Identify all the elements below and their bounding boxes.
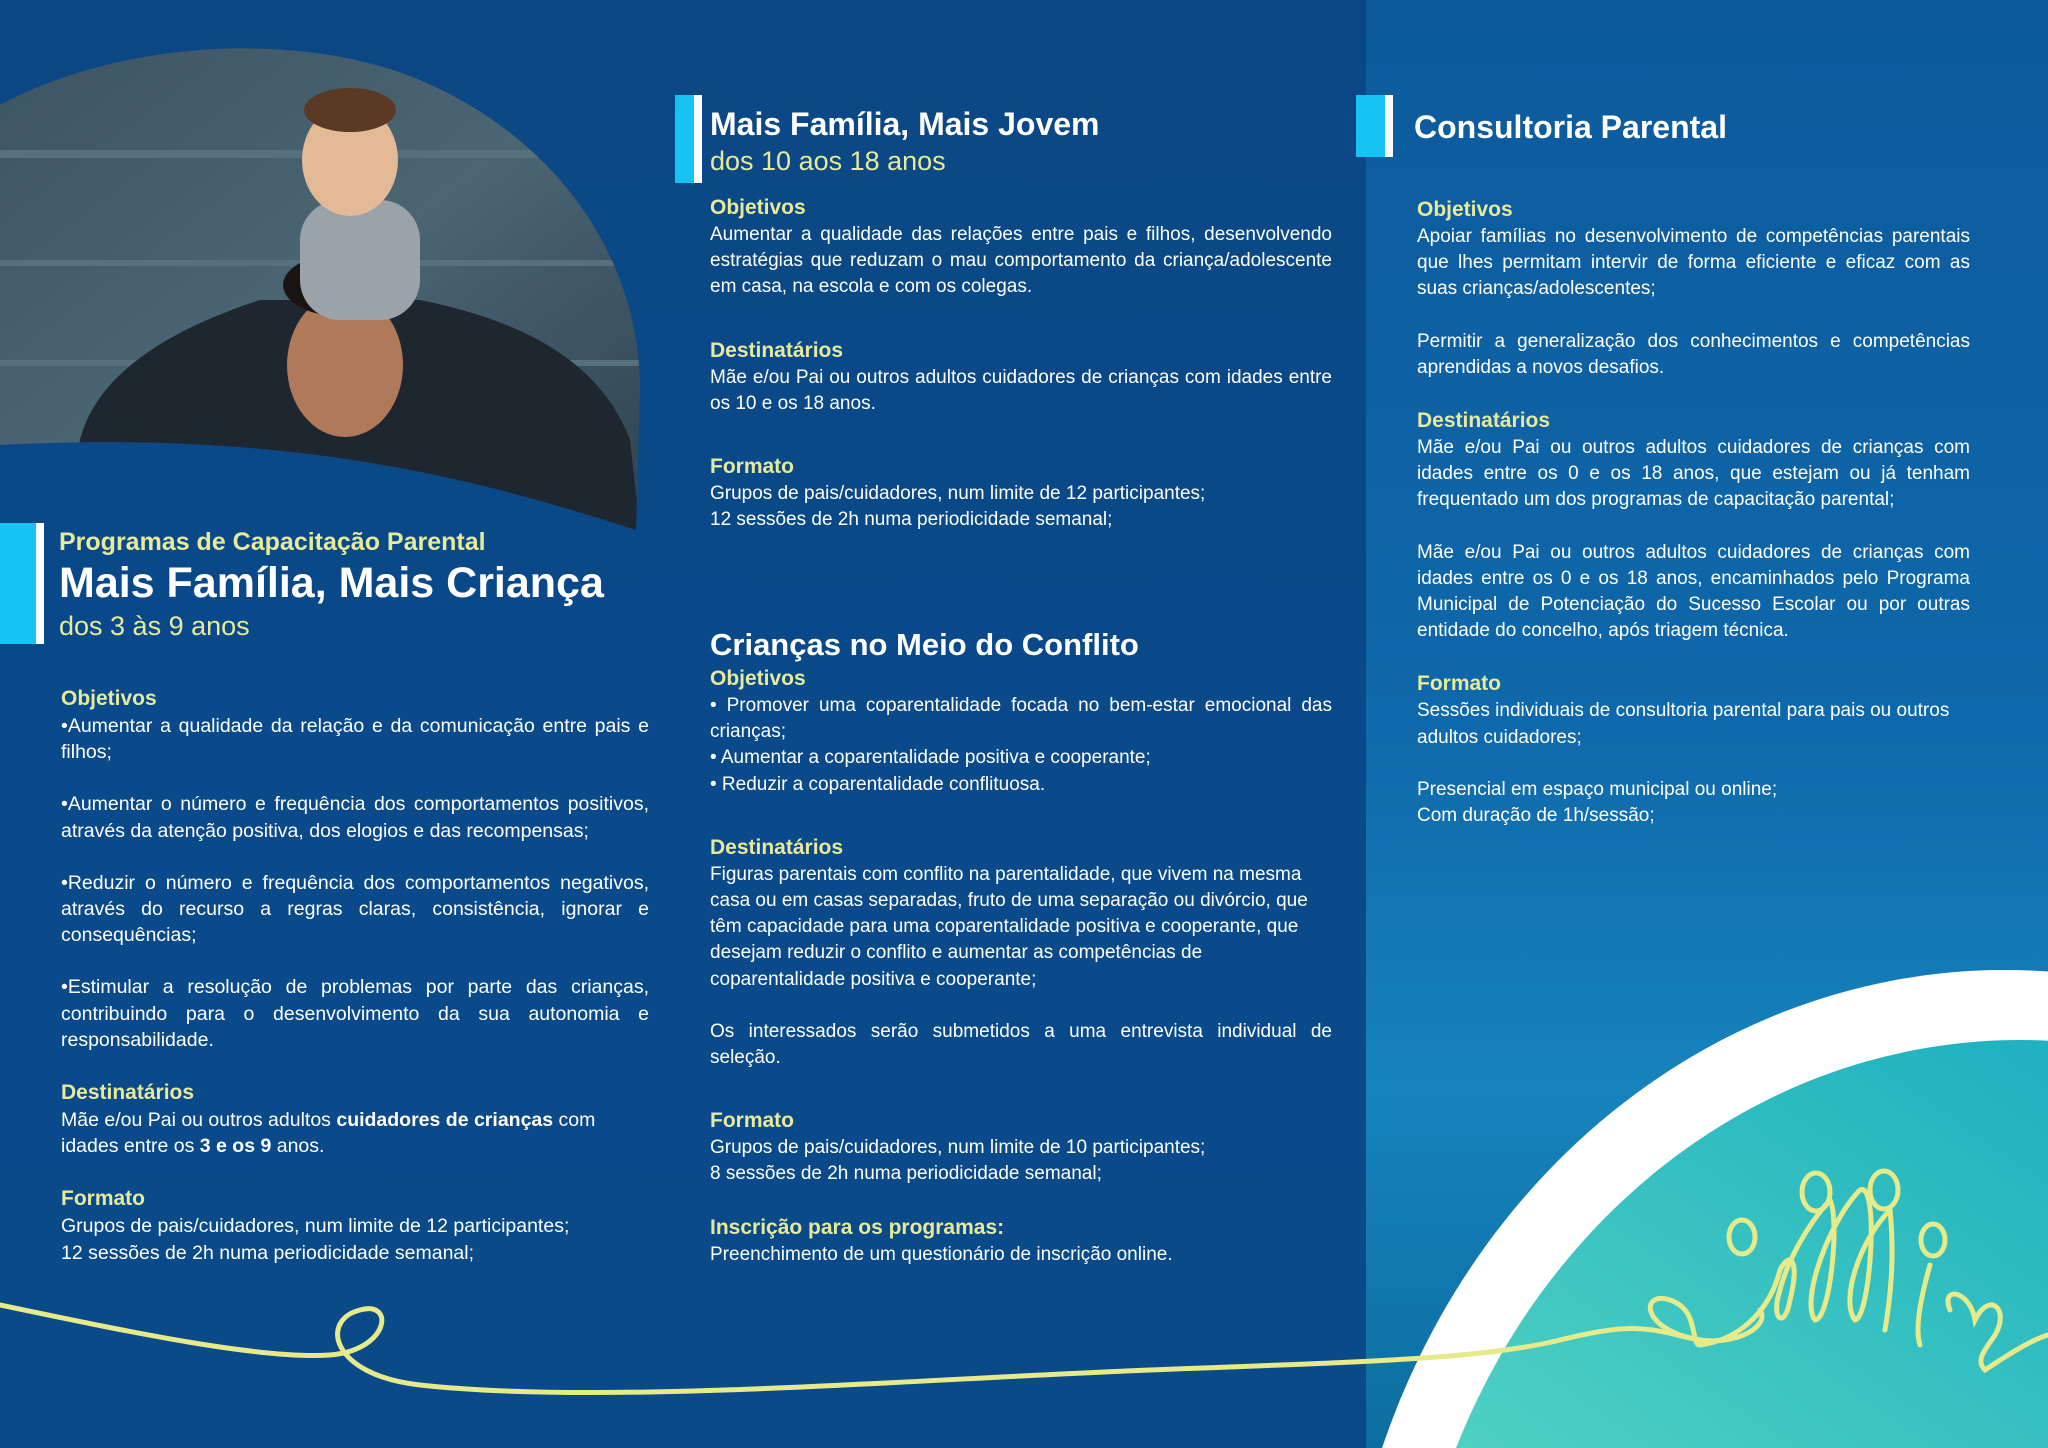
section-destinatarios <box>1414 407 1970 644</box>
text: anos. <box>271 1135 325 1158</box>
program-age-range: dos 10 aos 18 anos <box>710 146 946 176</box>
section-formato <box>710 1107 1332 1187</box>
section-heading: Objetivos <box>710 196 806 219</box>
program-title: Mais Família, Mais Criança <box>59 559 604 607</box>
section-text: Mãe e/ou Pai ou outros adultos cuidadores de crianças com idades entre os 0 e os 18 anos, encaminhados pelo Programa Municipal de Potenciação do Sucesso Escolar ou por outras entidade do concelho, após triagem técnica. <box>1417 541 1970 642</box>
section-formato <box>1414 670 1970 829</box>
section-text: Preenchimento de um questionário de inscrição online. <box>710 1243 1173 1265</box>
section-heading: Formato <box>61 1187 145 1211</box>
accent-bar <box>675 95 702 183</box>
section-objetivos <box>710 194 1332 301</box>
section-objetivos <box>59 685 649 1053</box>
program-consultoria-parental <box>1414 106 1970 855</box>
section-heading: Formato <box>710 1109 794 1133</box>
section-formato <box>59 1185 649 1265</box>
text: Mãe e/ou Pai ou outros adultos <box>61 1109 337 1132</box>
section-objetivos <box>710 665 1332 798</box>
section-text: Mãe e/ou Pai ou outros adultos cuidadores de crianças com idades entre os 10 e os 18 anos. <box>710 366 1332 414</box>
accent-bar <box>0 523 44 644</box>
section-text: Permitir a generalização dos conhecimentos e competências aprendidas a novos desafios. <box>1417 330 1970 378</box>
program-mais-jovem <box>710 104 1332 559</box>
section-inscricao <box>710 1214 1332 1268</box>
section-heading: Destinatários <box>61 1081 195 1105</box>
section-text: Mãe e/ou Pai ou outros adultos cuidadores de crianças com idades entre os 0 e os 18 anos, que estejam ou já tenham frequentado um dos programas de capacitação parental; <box>1417 437 1970 511</box>
objective-item: • Reduzir a coparentalidade conflituosa. <box>710 773 1046 795</box>
objective-item: • Aumentar a coparentalidade positiva e cooperante; <box>710 747 1151 769</box>
section-heading: Objetivos <box>1417 198 1513 221</box>
section-heading: Destinatários <box>710 835 844 859</box>
bold-text: cuidadores de crianças <box>336 1109 554 1132</box>
program-title: Crianças no Meio do Conflito <box>710 627 1139 662</box>
program-age-range: dos 3 às 9 anos <box>59 611 250 641</box>
section-objetivos <box>1414 196 1970 381</box>
bold-text: 3 e os 9 <box>199 1135 272 1158</box>
family-photo <box>0 48 640 530</box>
program-title: Consultoria Parental <box>1414 109 1727 145</box>
section-heading: Objetivos <box>61 687 157 710</box>
section-text: Apoiar famílias no desenvolvimento de competências parentais que lhes permitam intervir de forma eficiente e eficaz com as suas crianças/adolescentes; <box>1417 226 1970 300</box>
section-heading: Destinatários <box>710 338 844 362</box>
section-heading: Objetivos <box>710 667 806 690</box>
section-destinatarios <box>710 337 1332 417</box>
section-heading: Formato <box>710 455 794 479</box>
program-mais-crianca <box>59 528 649 1292</box>
section-text: Figuras parentais com conflito na parentalidade, que vivem na mesma casa ou em casas separadas, fruto de uma separação ou divórcio, que têm capacidade para uma coparentalidade positiva e cooperante, que desejam reduzir o conflito e aumentar as competências de coparentalidade positiva e cooperante; <box>710 863 1308 990</box>
format-line: Presencial em espaço municipal ou online; <box>1417 778 1778 800</box>
objective-item: •Estimular a resolução de problemas por parte das crianças, contribuindo para o desenvolvimento da sua autonomia e responsabilidade. <box>61 976 649 1051</box>
section-destinatarios <box>710 834 1332 1071</box>
section-text <box>61 1107 649 1159</box>
format-line: Grupos de pais/cuidadores, num limite de 12 participantes; <box>710 483 1206 505</box>
section-text: Aumentar a qualidade das relações entre pais e filhos, desenvolvendo estratégias que reduzam o mau comportamento da criança/adolescente em casa, na escola e com os colegas. <box>710 224 1332 298</box>
format-line: Com duração de 1h/sessão; <box>1417 805 1655 827</box>
objective-item: •Reduzir o número e frequência dos comportamentos negativos, através do recurso a regras claras, consistência, ignorar e consequências; <box>61 871 649 947</box>
section-text: Sessões individuais de consultoria parental para pais ou outros adultos cuidadores; <box>1417 700 1950 748</box>
objective-item: •Aumentar a qualidade da relação e da comunicação entre pais e filhos; <box>61 715 649 764</box>
section-heading: Destinatários <box>1417 409 1551 433</box>
objective-item: • Promover uma coparentalidade focada no bem-estar emocional das crianças; <box>710 695 1332 743</box>
section-text: Os interessados serão submetidos a uma entrevista individual de seleção. <box>710 1020 1332 1069</box>
format-line: Grupos de pais/cuidadores, num limite de 10 participantes; <box>710 1137 1206 1159</box>
text: com idades entre os <box>61 1109 596 1158</box>
accent-bar <box>1356 95 1393 157</box>
format-line: Grupos de pais/cuidadores, num limite de 12 participantes; <box>61 1215 570 1238</box>
objective-item: •Aumentar o número e frequência dos comportamentos positivos, através da atenção positiva, dos elogios e das recompensas; <box>61 793 649 842</box>
program-criancas-conflito <box>710 625 1332 1294</box>
format-line: 12 sessões de 2h numa periodicidade semanal; <box>710 509 1113 531</box>
program-title: Mais Família, Mais Jovem <box>710 106 1100 142</box>
section-heading: Inscrição para os programas: <box>710 1215 1005 1239</box>
format-line: 12 sessões de 2h numa periodicidade semanal; <box>61 1241 475 1264</box>
section-formato <box>710 453 1332 533</box>
section-heading: Formato <box>1417 672 1501 696</box>
format-line: 8 sessões de 2h numa periodicidade semanal; <box>710 1163 1102 1185</box>
bottom-right-circle <box>1382 970 2048 1448</box>
section-destinatarios <box>59 1079 649 1159</box>
kicker-title: Programas de Capacitação Parental <box>59 528 486 556</box>
